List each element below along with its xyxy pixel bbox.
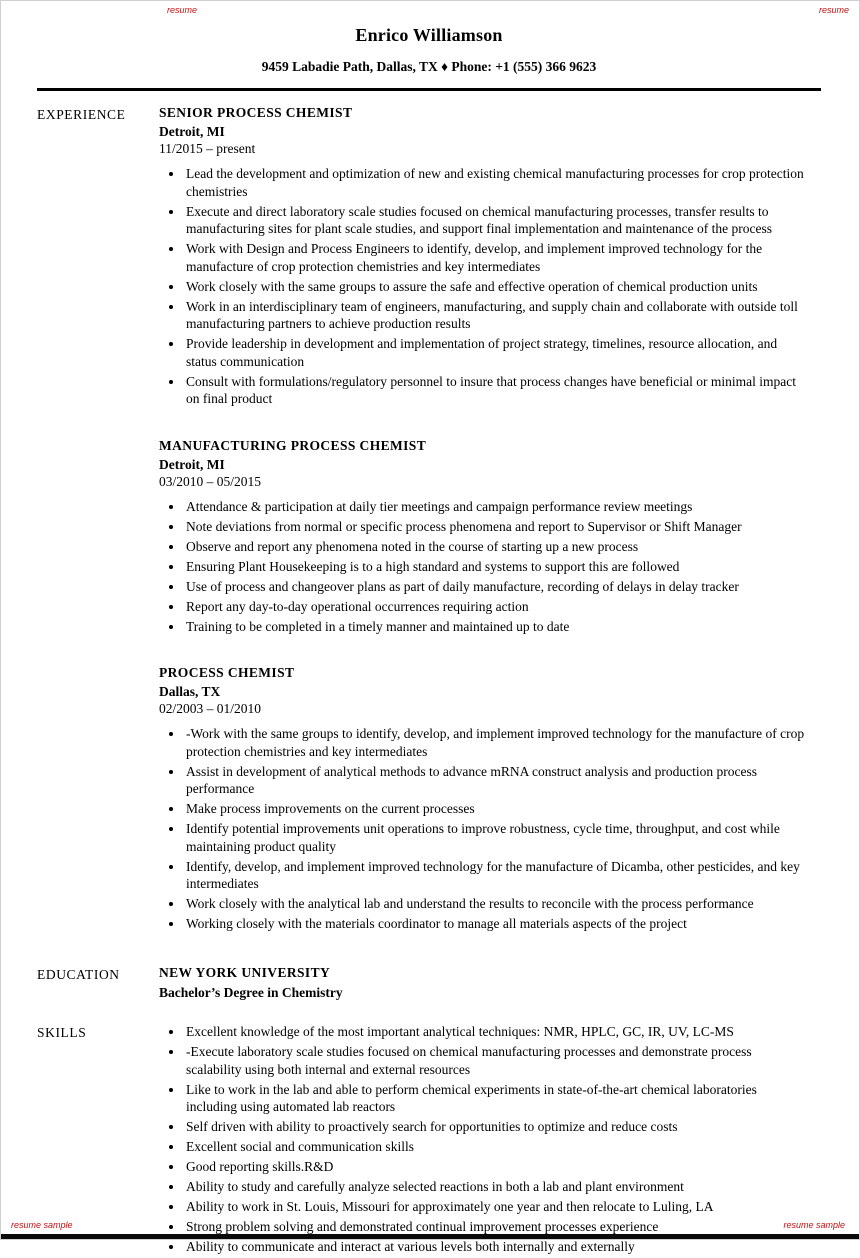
job-title: MANUFACTURING PROCESS CHEMIST — [159, 437, 427, 453]
school-name: NEW YORK UNIVERSITY — [159, 965, 331, 980]
job-bullet-list — [159, 165, 807, 408]
job-entry — [159, 438, 807, 636]
job-bullet: • Assist in development of analytical methods to advance mRNA construct analysis and production process performance — [184, 763, 807, 798]
skills-content — [159, 1023, 821, 1258]
job-bullet: • Make process improvements on the current processes — [184, 800, 807, 818]
job-bullet: • Ensuring Plant Housekeeping is to a high standard and systems to support this are followed — [184, 558, 807, 576]
skills-bullet-list — [159, 1023, 807, 1256]
bottom-edge-bar — [1, 1234, 859, 1239]
contact-line: 9459 Labadie Path, Dallas, TX ♦ Phone: +1 (555) 366 9623 — [261, 59, 597, 74]
skill-bullet: • Self driven with ability to proactively search for opportunities to optimize and reduce costs — [184, 1118, 807, 1136]
job-bullet: • Lead the development and optimization of new and existing chemical manufacturing processes for crop protection chemistries — [184, 165, 807, 200]
job-bullet: • Work in an interdisciplinary team of engineers, manufacturing, and supply chain and collaborate with outside toll manufacturing partners to achieve production results — [184, 298, 807, 333]
education-section — [37, 965, 821, 1001]
job-bullet: • Provide leadership in development and implementation of project strategy, timelines, resource allocation, and status communication — [184, 335, 807, 370]
job-bullet: • Report any day-to-day operational occurrences requiring action — [184, 598, 807, 616]
skill-bullet: • Excellent knowledge of the most important analytical techniques: NMR, HPLC, GC, IR, UV, LC-MS — [184, 1023, 807, 1041]
job-bullet: • Work closely with the analytical lab and understand the results to reconcile with the process performance — [184, 895, 807, 913]
watermark-top-left: resume — [167, 5, 198, 15]
job-bullet: • Work closely with the same groups to assure the safe and effective operation of chemical production units — [184, 278, 807, 296]
experience-label: EXPERIENCE — [37, 107, 126, 122]
job-bullet: • Work with Design and Process Engineers to identify, develop, and implement improved technology for the manufacture of crop protection chemistries and key intermediates — [184, 240, 807, 275]
watermark-top-right: resume — [818, 5, 849, 15]
skill-bullet: • Good reporting skills.R&D — [184, 1158, 807, 1176]
job-location: Detroit, MI — [159, 124, 225, 139]
job-bullet: • Training to be completed in a timely manner and maintained up to date — [184, 618, 807, 636]
watermark-bottom-right: resume sample — [783, 1220, 845, 1230]
degree-name: Bachelor’s Degree in Chemistry — [159, 985, 343, 1000]
job-bullet: • Use of process and changeover plans as part of daily manufacture, recording of delays in delay tracker — [184, 578, 807, 596]
skill-bullet: • Like to work in the lab and able to perform chemical experiments in state-of-the-art chemical laboratories including using automated lab reactors — [184, 1081, 807, 1116]
job-location: Detroit, MI — [159, 456, 225, 472]
job-bullet: • Working closely with the materials coordinator to manage all materials aspects of the project — [184, 915, 807, 933]
watermark-bottom-left: resume sample — [11, 1220, 73, 1230]
education-content — [159, 965, 821, 1001]
job-bullet-list — [159, 725, 807, 933]
person-name: Enrico Williamson — [355, 25, 503, 45]
job-title: SENIOR PROCESS CHEMIST — [159, 105, 353, 120]
skills-section — [37, 1023, 821, 1258]
skill-bullet: • Strong problem solving and demonstrated continual improvement processes experience — [184, 1218, 807, 1236]
skill-bullet: • Ability to study and carefully analyze selected reactions in both a lab and plant environment — [184, 1178, 807, 1196]
job-dates: 02/2003 – 01/2010 — [159, 701, 262, 716]
job-bullet: • Identify potential improvements unit operations to improve robustness, cycle time, throughput, and cost while maintaining product quality — [184, 820, 807, 855]
job-location: Dallas, TX — [159, 684, 221, 699]
skill-bullet: • Excellent social and communication skills — [184, 1138, 807, 1156]
resume-header — [37, 25, 821, 91]
job-bullet: • Attendance & participation at daily tier meetings and campaign performance review meetings — [184, 498, 807, 516]
skill-bullet: • Ability to communicate and interact at various levels both internally and externally — [184, 1238, 807, 1256]
job-bullet: • -Work with the same groups to identify, develop, and implement improved technology for the manufacture of crop protection chemistries and key intermediates — [184, 725, 807, 760]
job-bullet: • Identify, develop, and implement improved technology for the manufacture of Dicamba, other pesticides, and key intermediates — [184, 858, 807, 893]
job-entry — [159, 665, 807, 933]
job-bullet: • Consult with formulations/regulatory personnel to insure that process changes have beneficial or minimal impact on final product — [184, 373, 807, 408]
experience-section — [37, 105, 821, 935]
job-title: PROCESS CHEMIST — [159, 665, 295, 680]
experience-content — [159, 105, 821, 935]
header-divider — [37, 88, 821, 91]
job-entry — [159, 105, 807, 408]
job-bullet: • Execute and direct laboratory scale studies focused on chemical manufacturing processes, transfer results to manufacturing sites for plant scale studies, and support final implementation and maintenance of the process — [184, 203, 807, 238]
job-dates: 03/2010 – 05/2015 — [159, 473, 262, 489]
job-bullet: • Observe and report any phenomena noted in the course of starting up a new process — [184, 538, 807, 556]
job-bullet: • Note deviations from normal or specific process phenomena and report to Supervisor or Shift Manager — [184, 518, 807, 536]
skill-bullet: • -Execute laboratory scale studies focused on chemical manufacturing processes and demonstrate process scalability using both internal and external resources — [184, 1043, 807, 1078]
resume-body — [37, 105, 821, 1258]
education-label: EDUCATION — [37, 967, 120, 982]
skill-bullet: • Ability to work in St. Louis, Missouri for approximately one year and then relocate to Luling, LA — [184, 1198, 807, 1216]
job-dates: 11/2015 – present — [159, 141, 256, 156]
skills-label: SKILLS — [37, 1025, 87, 1040]
job-bullet-list — [159, 498, 807, 636]
